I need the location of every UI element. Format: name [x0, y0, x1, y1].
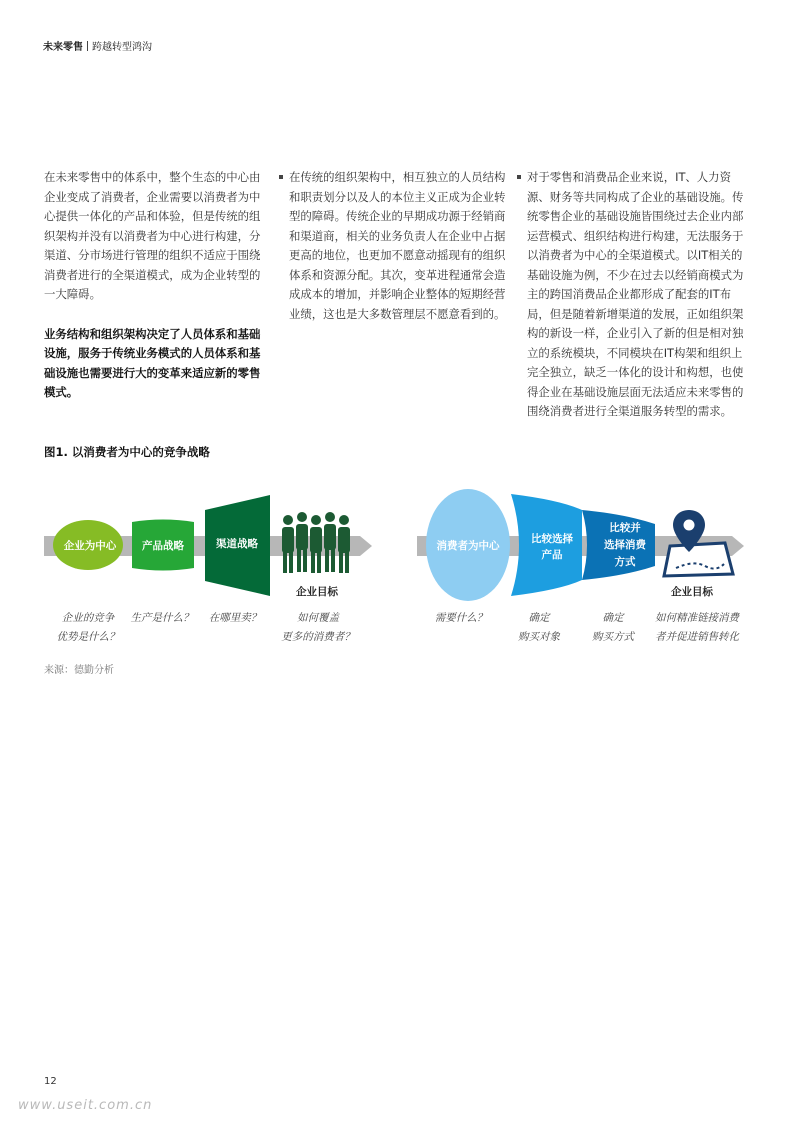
paragraph: 在传统的组织架构中，相互独立的人员结构和职责划分以及人的本位主义正成为企业转型的障碍。传统企业的早期成功源于经销商和渠道商，相关的业务负责人在企业中占据更高的地位，也更加不愿意动摇现有的组织体系和资源分配。其次，变革进程通常会造成成本的增加，并影响企业整体的短期经营业绩，这也是大多数管理层不愿意看到的。 — [289, 170, 506, 321]
bullet-icon — [517, 175, 521, 179]
text-column-1 — [44, 168, 264, 403]
right-shape-label-3c: 方式 — [614, 556, 636, 568]
highlight-paragraph: 业务结构和组织架构决定了人员体系和基础设施，服务于传统业务模式的人员体系和基础设施也需要进行大的变革来适应新的零售模式。 — [44, 326, 261, 399]
text-column-3 — [527, 168, 753, 422]
header-divider — [87, 41, 88, 51]
right-caption-1: 需要什么？ — [434, 612, 488, 624]
left-shape-label-3: 渠道战略 — [216, 538, 258, 550]
right-target-label: 企业目标 — [671, 586, 713, 598]
left-shape-label-2: 产品战略 — [142, 540, 184, 552]
right-shape-label-3a: 比较并 — [609, 522, 641, 534]
figure-title: 图1. 以消费者为中心的竞争战略 — [44, 445, 210, 459]
header-subtitle: 跨越转型鸿沟 — [92, 42, 152, 53]
right-caption-4: 如何精准链接消费 者并促进销售转化 — [655, 612, 739, 643]
left-caption-4: 如何覆盖 更多的消费者？ — [281, 612, 355, 643]
right-shape-label-2a: 比较选择 — [531, 533, 573, 545]
source-note: 来源：德勤分析 — [44, 665, 114, 676]
right-shape-label-3b: 选择消费 — [604, 539, 646, 551]
left-caption-3: 在哪里卖？ — [208, 612, 262, 624]
left-shape-label-1: 企业为中心 — [63, 540, 117, 552]
paragraph: 在未来零售中的体系中，整个生态的中心由企业变成了消费者，企业需要以消费者为中心提供一体化的产品和体验，但是传统的组织架构并没有以消费者为中心进行构建，分渠道、分市场进行管理的组织不适应于围绕消费者进行的全渠道模式，成为企业转型的一大障碍。 — [44, 170, 261, 301]
watermark: www.useit.com.cn — [18, 1098, 153, 1113]
right-shape-label-2b: 产品 — [541, 549, 563, 561]
bullet-icon — [279, 175, 283, 179]
right-shape-compare-product — [511, 494, 582, 596]
people-group-icon — [282, 512, 350, 573]
left-target-label: 企业目标 — [296, 586, 338, 598]
map-pin-icon — [664, 488, 733, 576]
right-caption-3: 确定 购买方式 — [592, 612, 634, 643]
right-shape-label-1: 消费者为中心 — [436, 540, 500, 552]
text-column-2 — [289, 168, 511, 324]
left-caption-2: 生产是什么？ — [130, 612, 194, 624]
page-number: 12 — [44, 1076, 57, 1087]
paragraph: 对于零售和消费品企业来说，IT、人力资源、财务等共同构成了企业的基础设施。传统零售企业的基础设施皆围绕过去企业内部运营模式、组织结构进行构建，无法服务于以消费者为中心的全渠道模式。以IT相关的基础设施为例，不少在过去以经销商模式为主的跨国消费品企业都形成了配套的IT布局，但是随着新增渠道的发展，正如组织架构的新设一样，企业引入了新的但是相对独立的系统模块，不同模块在IT构架和组织上完全独立，缺乏一体化的设计和构想，也使得企业在基础设施层面无法适应未来零售的围绕消费者进行全渠道服务转型的需求。 — [527, 170, 744, 418]
left-caption-1: 企业的竞争 优势是什么？ — [56, 612, 120, 643]
right-caption-2: 确定 购买对象 — [518, 612, 560, 643]
running-header — [43, 38, 152, 53]
header-title: 未来零售 — [43, 42, 83, 53]
